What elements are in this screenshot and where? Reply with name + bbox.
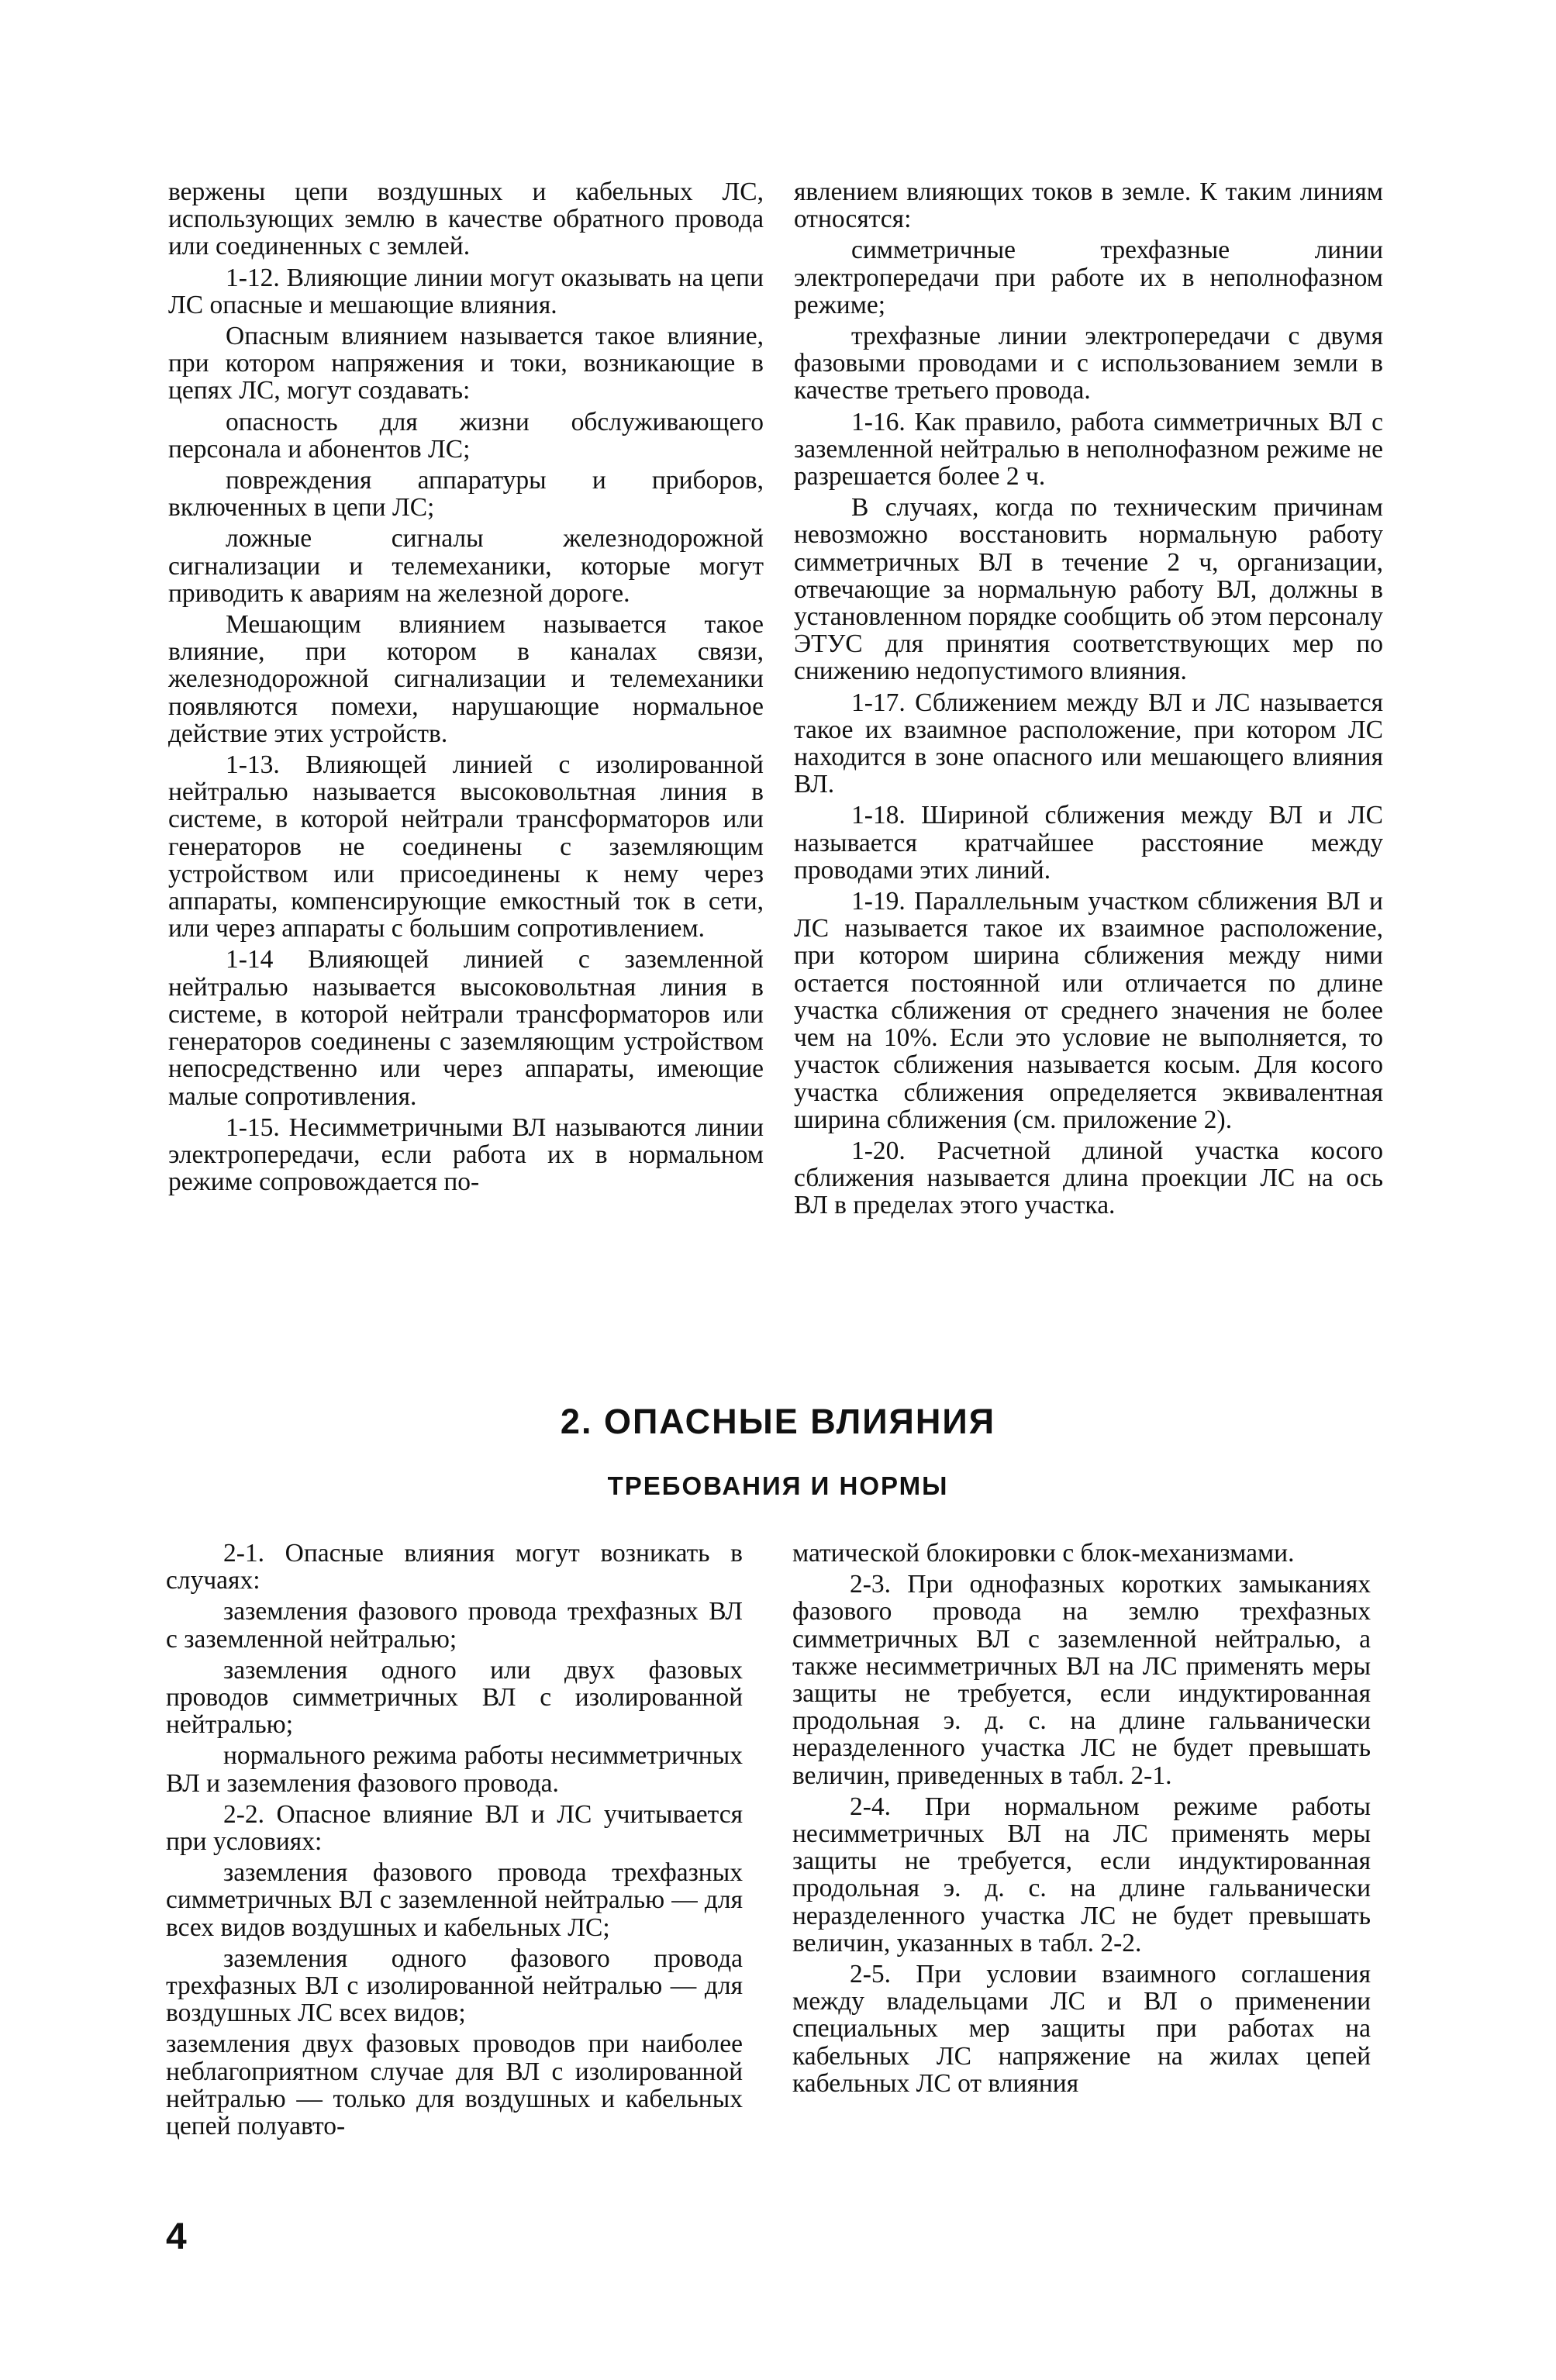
paragraph: В случаях, когда по техническим причинам невозможно восстановить нормальную работу симметричных ВЛ в течение 2 ч, организации, отвечающие за нормальную работу ВЛ, должны в установленном порядке сообщить об этом персоналу ЭТУС для принятия соответствующих мер по снижению недопустимого влияния. [794,493,1383,686]
paragraph: заземления фазового провода трехфазных ВЛ с заземленной нейтралью; [166,1597,743,1654]
section-subtitle: ТРЕБОВАНИЯ И НОРМЫ [607,1471,949,1500]
paragraph: 2-2. Опасное влияние ВЛ и ЛС учитывается при условиях: [166,1799,743,1857]
paragraph: заземления одного или двух фазовых проводов симметричных ВЛ с изолированной нейтралью; [166,1655,743,1740]
column-top-right [794,178,1383,1219]
paragraph: 1-15. Несимметричными ВЛ называются линии электропередачи, если работа их в нормальном режиме сопровождается по- [168,1112,764,1197]
page-number: 4 [166,2216,187,2258]
paragraph: 1-18. Шириной сближения между ВЛ и ЛС называется кратчайшее расстояние между проводами этих линий. [794,801,1383,885]
paragraph: 1-20. Расчетной длиной участка косого сближения называется длина проекции ЛС на ось ВЛ в пределах этого участка. [794,1136,1383,1220]
paragraph: опасность для жизни обслуживающего персонала и абонентов ЛС; [168,407,764,464]
paragraph: нормального режима работы несимметричных ВЛ и заземления фазового провода. [166,1741,743,1798]
column-bottom-right [792,1540,1371,2097]
paragraph: 2-5. При условии взаимного соглашения между владельцами ЛС и ВЛ о применении специальных мер защиты при работах на кабельных ЛС напряжение на жилах цепей кабельных ЛС от влияния [792,1960,1371,2098]
paragraph: 2-4. При нормальном режиме работы несимметричных ВЛ на ЛС применять меры защиты не требуется, если индуктированная продольная э. д. с. на длине гальванически неразделенного участка ЛС не будет превышать величин, указанных в табл. 2-2. [792,1792,1371,1957]
paragraph: симметричные трехфазные линии электропередачи при работе их в неполнофазном режиме; [794,236,1383,319]
paragraph: заземления двух фазовых проводов при наиболее неблагоприятном случае для ВЛ с изолированной нейтралью — только для воздушных и кабельных цепей полуавто- [166,2030,743,2141]
paragraph: 1-13. Влияющей линией с изолированной нейтралью называется высоковольтная линия в системе, в которой нейтрали трансформаторов или генераторов не соединены с заземляющим устройством или присоединены к нему через аппараты, компенсирующие емкостный ток в сети, или через аппараты с большим сопротивлением. [168,750,764,943]
paragraph: вержены цепи воздушных и кабельных ЛС, использующих землю в качестве обратного провода или соединенных с землей. [168,178,764,261]
paragraph: заземления одного фазового провода трехфазных ВЛ с изолированной нейтралью — для воздушных ЛС всех видов; [166,1944,743,2028]
section-title: 2. ОПАСНЫЕ ВЛИЯНИЯ [560,1402,996,1441]
paragraph: трехфазные линии электропередачи с двумя фазовыми проводами и с использованием земли в качестве третьего провода. [794,322,1383,405]
paragraph: 1-16. Как правило, работа симметричных ВЛ с заземленной нейтралью в неполнофазном режиме не разрешается более 2 ч. [794,407,1383,492]
paragraph: заземления фазового провода трехфазных симметричных ВЛ с заземленной нейтралью — для всех видов воздушных и кабельных ЛС; [166,1858,743,1942]
column-bottom-left [166,1540,743,2140]
paragraph: 1-17. Сближением между ВЛ и ЛС называется такое их взаимное расположение, при котором ЛС находится в зоне опасного или мешающего влияния ВЛ. [794,688,1383,799]
paragraph: повреждения аппаратуры и приборов, включенных в цепи ЛС; [168,466,764,523]
paragraph: 1-14 Влияющей линией с заземленной нейтралью называется высоковольтная линия в системе, в которой нейтрали трансформаторов или генераторов соединены с заземляющим устройством непосредственно или через аппараты, имеющие малые сопротивления. [168,945,764,1111]
paragraph: 2-3. При однофазных коротких замыканиях фазового провода на землю трехфазных симметричных ВЛ с заземленной нейтралью, а также несимметричных ВЛ на ЛС применять меры защиты не требуется, если индуктированная продольная э. д. с. на длине гальванически неразделенного участка ЛС не будет превышать величин, приведенных в табл. 2-1. [792,1570,1371,1790]
paragraph: ложные сигналы железнодорожной сигнализации и телемеханики, которые могут приводить к авариям на железной дороге. [168,524,764,608]
paragraph: матической блокировки с блок-механизмами. [792,1539,1295,1568]
paragraph: Мешающим влиянием называется такое влияние, при котором в каналах связи, железнодорожной сигнализации и телемеханики появляются помехи, нарушающие нормальное действие этих устройств. [168,610,764,748]
paragraph: явлением влияющих токов в земле. К таким линиям относятся: [794,178,1383,234]
paragraph: 1-12. Влияющие линии могут оказывать на цепи ЛС опасные и мешающие влияния. [168,263,764,319]
column-top-left [168,178,764,1195]
paragraph: 2-1. Опасные влияния могут возникать в случаях: [166,1539,743,1595]
paragraph: 1-19. Параллельным участком сближения ВЛ и ЛС называется такое их взаимное расположение, при котором ширина сближения между ними остается постоянной или отличается по длине участка сближения от среднего значения не более чем на 10%. Если это условие не выполняется, то участок сближения называется косым. Для косого участка сближения определяется эквивалентная ширина сближения (см. приложение 2). [794,887,1383,1134]
paragraph: Опасным влиянием называется такое влияние, при котором напряжения и токи, возникающие в цепях ЛС, могут создавать: [168,322,764,405]
